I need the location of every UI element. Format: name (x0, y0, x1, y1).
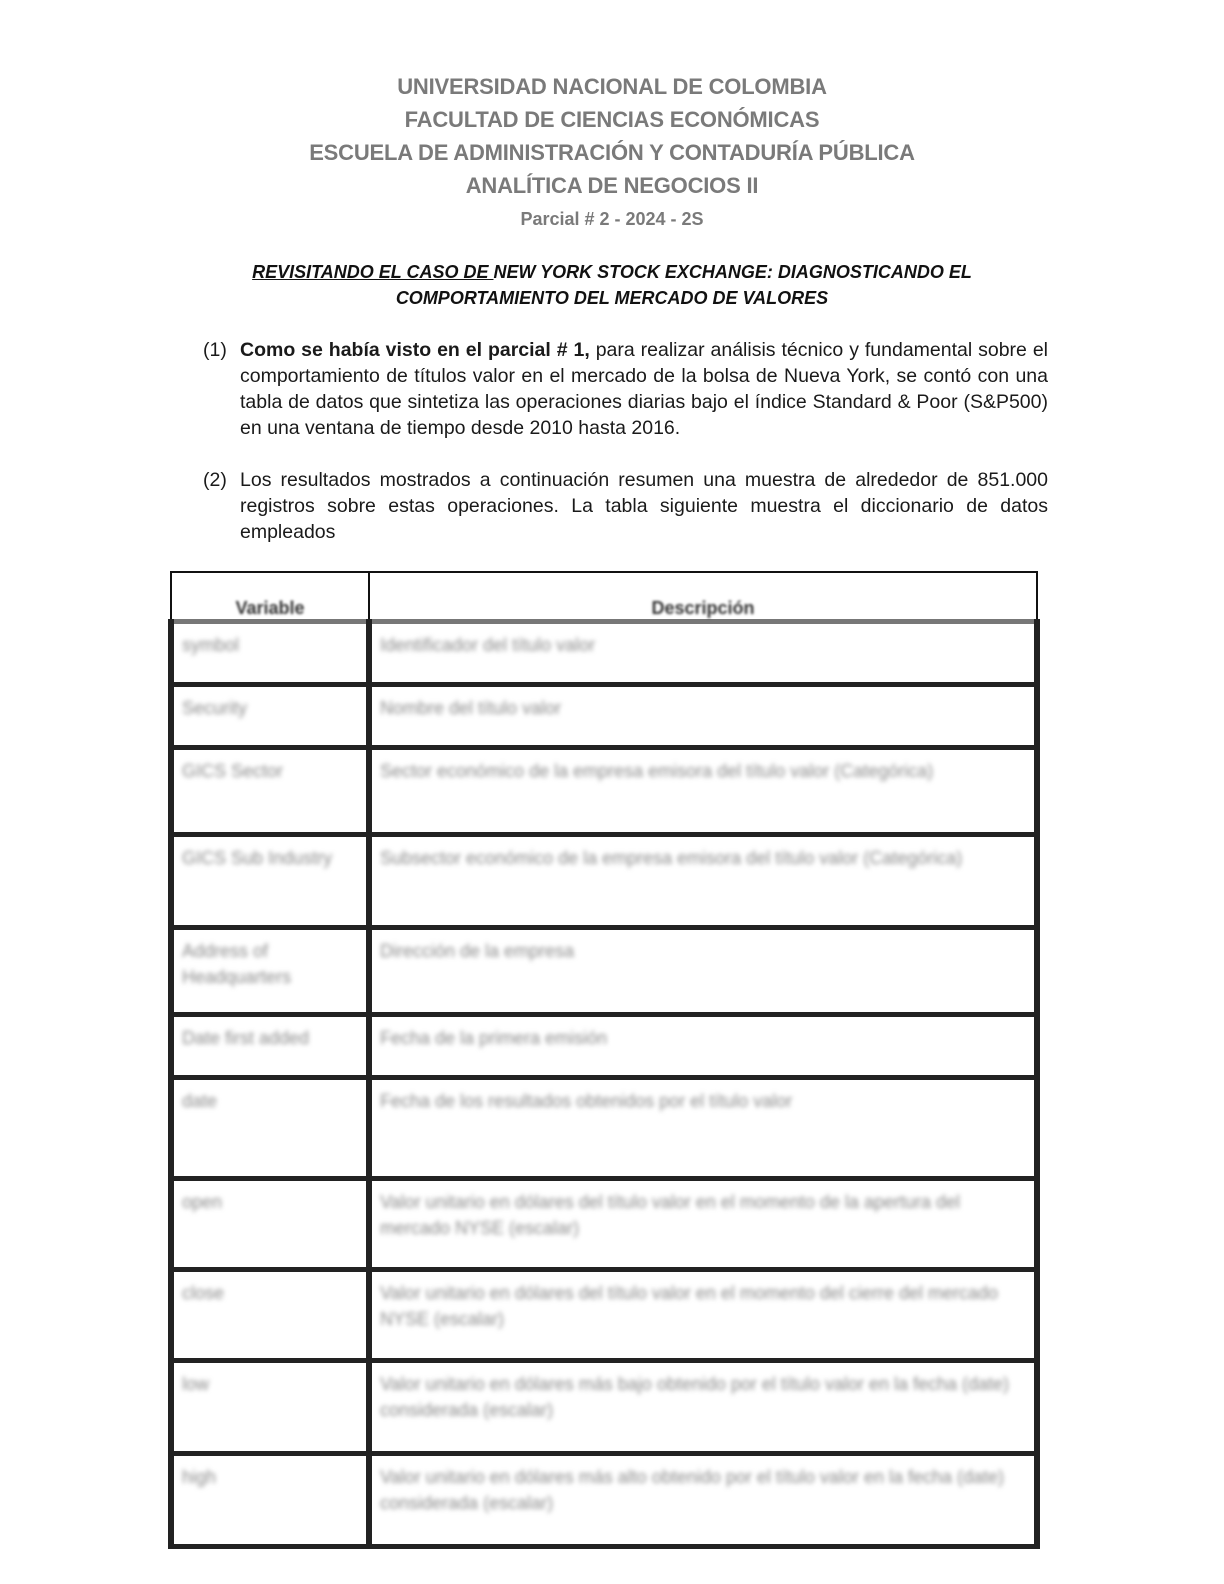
table-row (171, 1179, 1037, 1270)
table-row (171, 835, 1037, 928)
numbered-paragraph-2 (203, 467, 1048, 545)
table-row (171, 1270, 1037, 1361)
table-row (171, 1015, 1037, 1078)
variable-description: Nombre del título valor (380, 698, 562, 718)
variable-cell (171, 1015, 369, 1078)
column-header-description: Descripción (369, 572, 1037, 622)
table-row (171, 1078, 1037, 1179)
title-line2: COMPORTAMIENTO DEL MERCADO DE VALORES (395, 288, 829, 308)
data-dictionary-table (168, 571, 1040, 1549)
variable-cell (171, 1361, 369, 1454)
variable-description: Fecha de los resultados obtenidos por el título valor (380, 1091, 793, 1111)
numbered-paragraph-1 (203, 337, 1048, 441)
variable-cell (171, 1454, 369, 1547)
course-name: ANALÍTICA DE NEGOCIOS II (465, 173, 759, 198)
paragraph-body: Los resultados mostrados a continuación resumen una muestra de alrededor de 851.000 registros sobre estas operaciones. La tabla siguiente muestra el diccionario de datos empleados (240, 469, 1048, 543)
description-cell (369, 835, 1037, 928)
table-header-row (171, 572, 1037, 622)
title-underlined-part: REVISITANDO EL CASO DE (252, 262, 494, 282)
column-header-variable: Variable (171, 572, 369, 622)
description-cell (369, 1361, 1037, 1454)
variable-name: high (182, 1467, 217, 1487)
description-cell (369, 1078, 1037, 1179)
variable-cell (171, 1078, 369, 1179)
table-row (171, 1361, 1037, 1454)
variable-description: Valor unitario en dólares más bajo obtenido por el título valor en la fecha (date) considerada (escalar) (380, 1374, 1010, 1420)
description-cell (369, 1179, 1037, 1270)
variable-name: Date first added (182, 1028, 310, 1048)
table-row (171, 685, 1037, 748)
table-body (171, 622, 1037, 1547)
variable-name: Address of Headquarters (182, 941, 292, 987)
description-cell (369, 928, 1037, 1015)
university-name: UNIVERSIDAD NACIONAL DE COLOMBIA (397, 74, 827, 99)
document-title (180, 259, 1044, 311)
variable-name: GICS Sector (182, 761, 284, 781)
variable-description: Valor unitario en dólares del título valor en el momento de la apertura del mercado NYSE (escalar) (380, 1192, 961, 1238)
variable-name: symbol (182, 635, 240, 655)
variable-name: close (182, 1283, 225, 1303)
description-cell (369, 622, 1037, 685)
paragraph-text (240, 337, 1048, 441)
paragraph-text (240, 467, 1048, 545)
variable-cell (171, 835, 369, 928)
paragraph-number: (1) (203, 339, 227, 361)
variable-cell (171, 622, 369, 685)
variable-name: low (182, 1374, 210, 1394)
variable-description: Dirección de la empresa (380, 941, 575, 961)
variable-name: Security (182, 698, 248, 718)
table-row (171, 748, 1037, 835)
exam-subtitle: Parcial # 2 - 2024 - 2S (520, 209, 704, 229)
variable-description: Subsector económico de la empresa emisora del título valor (Categórica) (380, 848, 963, 868)
variable-cell (171, 685, 369, 748)
variable-description: Valor unitario en dólares más alto obtenido por el título valor en la fecha (date) considerada (escalar) (380, 1467, 1005, 1513)
variable-cell (171, 1270, 369, 1361)
title-line1-rest: NEW YORK STOCK EXCHANGE: DIAGNOSTICANDO EL (493, 262, 972, 282)
table-row (171, 928, 1037, 1015)
description-cell (369, 1270, 1037, 1361)
variable-name: date (182, 1091, 218, 1111)
variable-description: Sector económico de la empresa emisora del título valor (Categórica) (380, 761, 934, 781)
paragraph-bold-lead: Como se había visto en el parcial # 1, (240, 339, 590, 361)
document-header (0, 70, 1224, 234)
faculty-name: FACULTAD DE CIENCIAS ECONÓMICAS (404, 107, 820, 132)
variable-name: open (182, 1192, 223, 1212)
description-cell (369, 1015, 1037, 1078)
paragraph-number: (2) (203, 469, 227, 491)
table-row (171, 622, 1037, 685)
variable-cell (171, 748, 369, 835)
variable-description: Identificador del título valor (380, 635, 596, 655)
table-row (171, 1454, 1037, 1547)
variable-description: Fecha de la primera emisión (380, 1028, 608, 1048)
description-cell (369, 685, 1037, 748)
school-name: ESCUELA DE ADMINISTRACIÓN Y CONTADURÍA PÚBLICA (309, 140, 915, 165)
description-cell (369, 748, 1037, 835)
variable-cell (171, 928, 369, 1015)
variable-name: GICS Sub Industry (182, 848, 333, 868)
description-cell (369, 1454, 1037, 1547)
paragraph-body: para realizar análisis técnico y fundamental sobre el comportamiento de títulos valor en el mercado de la bolsa de Nueva York, se contó con una tabla de datos que sintetiza las operaciones diarias bajo el índice Standard & Poor (S&P500) en una ventana de tiempo desde 2010 hasta 2016. (240, 339, 1048, 439)
variable-cell (171, 1179, 369, 1270)
variable-description: Valor unitario en dólares del título valor en el momento del cierre del mercado NYSE (escalar) (380, 1283, 998, 1329)
